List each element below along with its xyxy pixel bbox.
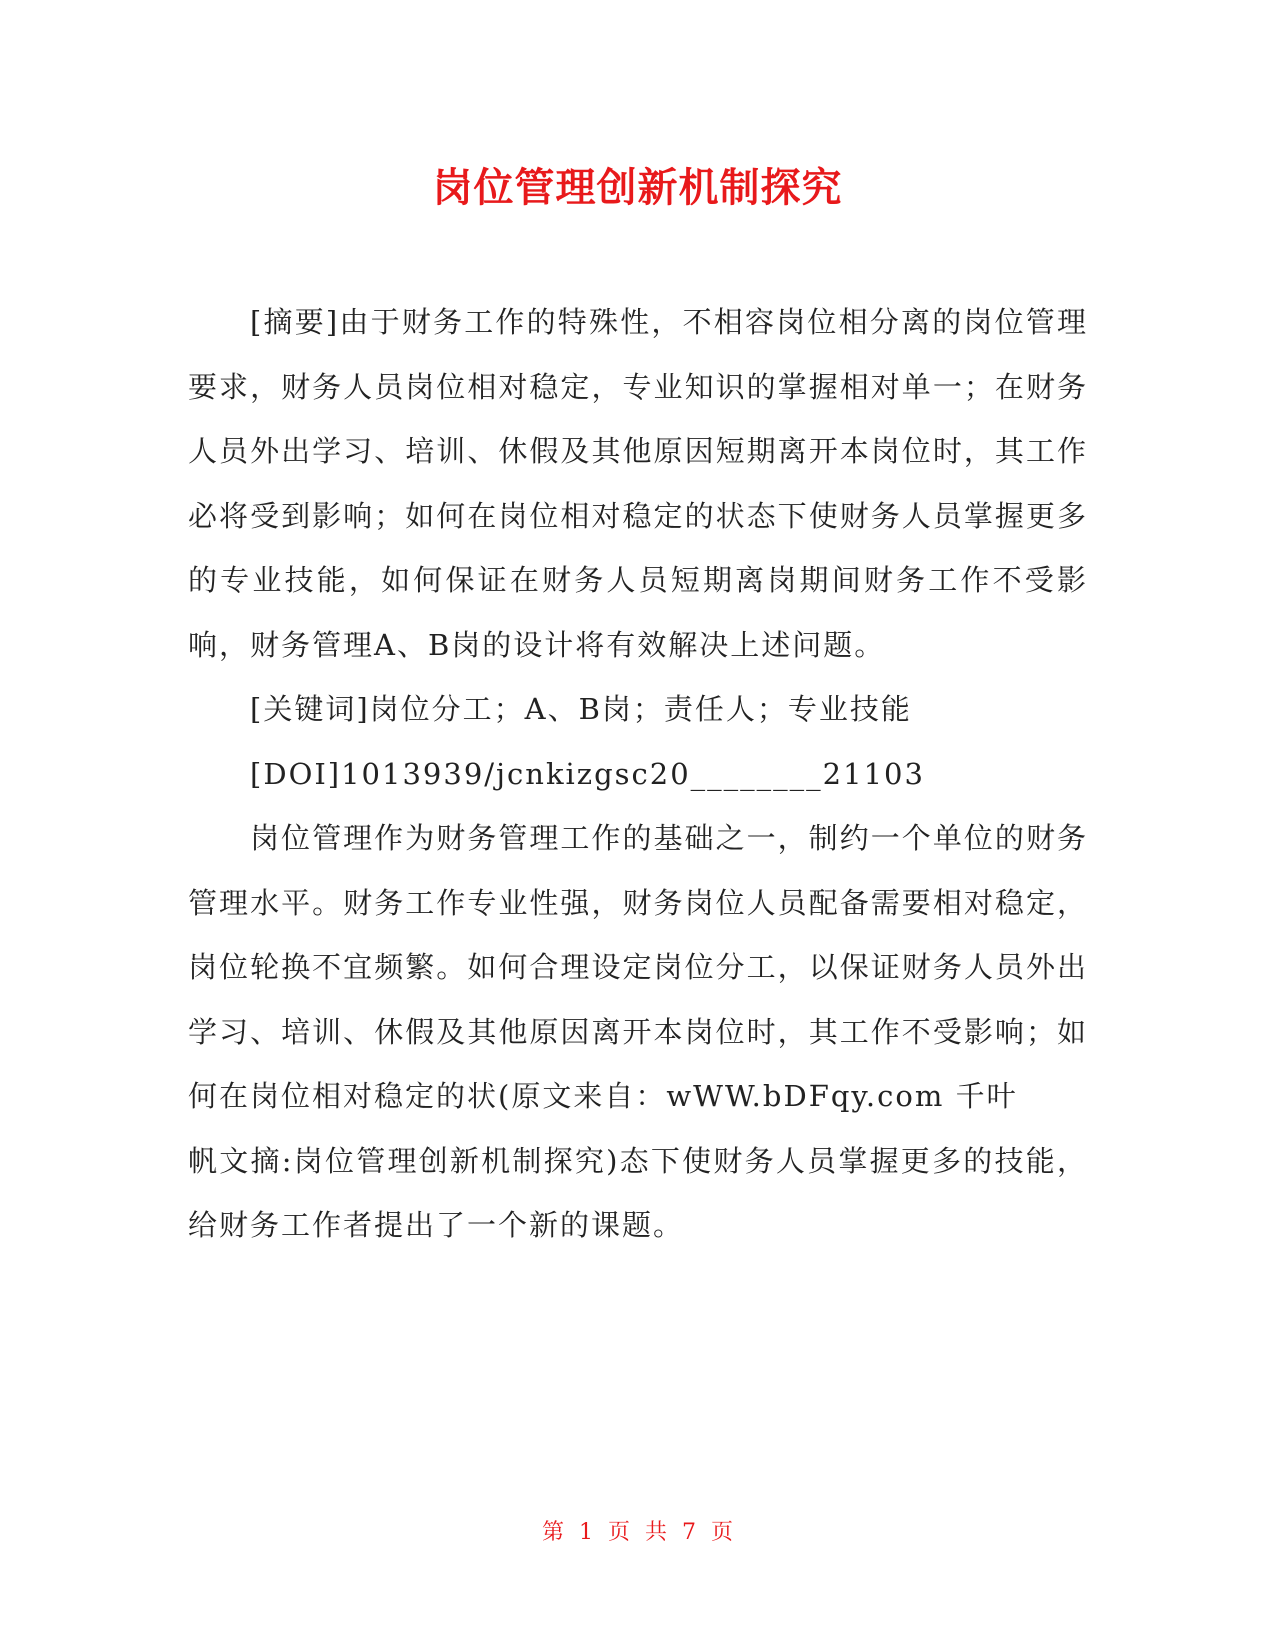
keywords-paragraph: [关键词]岗位分工；A、B岗；责任人；专业技能 [250, 692, 912, 726]
doi-paragraph: [DOI]1013939/jcnkizgsc20________21103 [250, 756, 925, 791]
body-paragraph-1: 岗位管理作为财务管理工作的基础之一，制约一个单位的财务管理水平。财务工作专业性强，财务岗位人员配备需要相对稳定，岗位轮换不宜频繁。如何合理设定岗位分工，以保证财务人员外出学习、培训、休假及其他原因离开本岗位时，其工作不受影响；如何在岗位相对稳定的状(原文来自：wWW.bDFqy.com 千叶 [188, 821, 1088, 1113]
body-paragraph-2: 帆文摘:岗位管理创新机制探究)态下使财务人员掌握更多的技能，给财务工作者提出了一个新的课题。 [188, 1143, 1088, 1242]
abstract-paragraph: [摘要]由于财务工作的特殊性，不相容岗位相分离的岗位管理要求，财务人员岗位相对稳定，专业知识的掌握相对单一；在财务人员外出学习、培训、休假及其他原因短期离开本岗位时，其工作必将受到影响；如何在岗位相对稳定的状态下使财务人员掌握更多的专业技能，如何保证在财务人员短期离岗期间财务工作不受影响，财务管理A、B岗的设计将有效解决上述问题。 [188, 305, 1088, 662]
document-body [188, 290, 1088, 1258]
page-number-footer: 第 1 页 共 7 页 [542, 1520, 733, 1545]
document-title: 岗位管理创新机制探究 [432, 165, 843, 211]
